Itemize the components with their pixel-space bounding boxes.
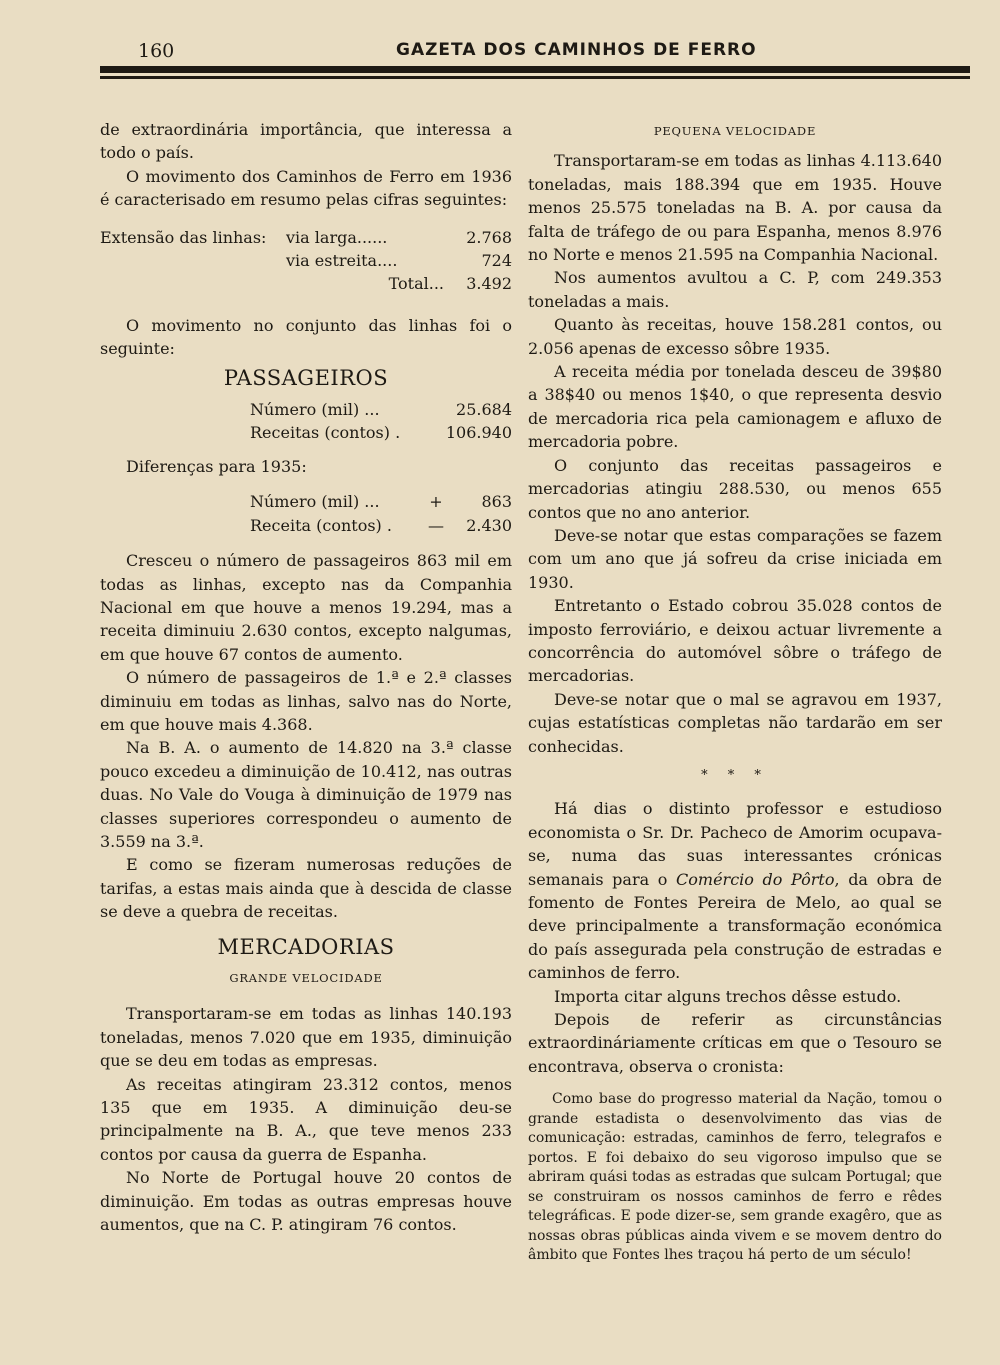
total-label: Total...	[388, 274, 444, 294]
passenger-receipts-value: 106.940	[445, 423, 512, 443]
passengers-table	[250, 398, 512, 445]
passenger-number-label: Número (mil) ...	[250, 400, 380, 420]
section-heading-goods: MERCADORIAS	[217, 934, 395, 959]
diff-number-sign: +	[429, 492, 443, 512]
right-column	[528, 118, 942, 1266]
paragraph: Depois de referir as circunstâncias extraordináriamente críticas em que o Tesouro se encontrava, observa o cronista:	[528, 1010, 942, 1076]
wide-gauge-value: 2.768	[466, 227, 512, 247]
text-run: Há dias o distinto professor e estudioso economista o Sr. Dr. Pacheco de Amorim ocupava-se, numa das suas interessantes crónicas semanais para o	[528, 799, 942, 889]
paragraph: Deve-se notar que o mal se agravou em 1937, cujas estatísticas completas não tardarão em ser conhecidas.	[528, 689, 942, 756]
passenger-number-value: 25.684	[456, 400, 512, 420]
header-rule-thick	[100, 66, 970, 73]
subheading-fast-speed: GRANDE VELOCIDADE	[229, 971, 383, 985]
paragraph: O movimento no conjunto das linhas foi o seguinte:	[100, 315, 512, 359]
paragraph: Transportaram-se em todas as linhas 140.193 toneladas, menos 7.020 que em 1935, diminuição que se deu em todas as empresas.	[100, 1004, 512, 1071]
paragraph: Entretanto o Estado cobrou 35.028 contos de imposto ferroviário, e deixou actuar livremente a concorrência do automóvel sôbre o tráfego de mercadorias.	[528, 596, 942, 686]
paragraph: As receitas atingiram 23.312 contos, menos 135 que em 1935. A diminuição deu-se principalmente na B. A., que teve menos 233 contos por causa da guerra de Espanha.	[100, 1074, 512, 1164]
quote-text: Como base do progresso material da Nação, tomou o grande estadista o desenvolvimento das vias de comunicação: estradas, caminhos de ferro, telegrafos e portos. E foi debaixo do seu vigoroso impulso que se abriram quási todas as estradas que sulcam Portugal; que se construiram os nossos caminhos de ferro e rêdes telegráficas. E pode dizer-se, sem grande exagêro, que as nossas obras públicas ainda vivem e se movem dentro do âmbito que Fontes lhes traçou há perto de um século!	[528, 1091, 942, 1264]
paragraph: A receita média por tonelada desceu de 39$80 a 38$40 ou menos 1$40, o que representa desvio de mercadoria rica pela camionagem e afluxo de mercadoria pobre.	[528, 362, 942, 452]
differences-table	[250, 490, 512, 537]
passenger-receipts-label: Receitas (contos) .	[250, 423, 401, 443]
page-number: 160	[138, 40, 175, 62]
narrow-gauge-label: via estreita....	[286, 251, 398, 271]
paragraph: O número de passageiros de 1.ª e 2.ª classes diminuiu em todas as linhas, salvo nas do Norte, em que houve mais 4.368.	[100, 668, 512, 734]
line-extension-table	[100, 226, 512, 296]
section-heading-passengers: PASSAGEIROS	[223, 365, 389, 390]
running-title: GAZETA DOS CAMINHOS DE FERRO	[396, 40, 757, 60]
paragraph: Transportaram-se em todas as linhas 4.113.640 toneladas, mais 188.394 que em 1935. Houve menos 25.575 toneladas na B. A. por causa da falta de tráfego de ou para Espanha, menos 8.976 no Norte e menos 21.595 na Companhia Nacional.	[528, 151, 942, 265]
paragraph: E como se fizeram numerosas reduções de tarifas, a estas mais ainda que à descida de classe se deve a quebra de receitas.	[100, 855, 512, 922]
section-separator: * * *	[701, 767, 769, 783]
differences-label: Diferenças para 1935:	[126, 456, 307, 476]
diff-number-value: 863	[481, 492, 512, 512]
header-rule-thin	[100, 76, 970, 79]
diff-number-label: Número (mil) ...	[250, 492, 380, 512]
paragraph: Nos aumentos avultou a C. P, com 249.353 toneladas a mais.	[528, 268, 942, 311]
narrow-gauge-value: 724	[481, 251, 512, 271]
paragraph: O conjunto das receitas passageiros e mercadorias atingiu 288.530, ou menos 655 contos que no ano anterior.	[528, 455, 942, 522]
wide-gauge-label: via larga......	[286, 227, 388, 247]
paragraph: Quanto às receitas, houve 158.281 contos, ou 2.056 apenas de excesso sôbre 1935.	[528, 315, 942, 358]
left-column	[100, 118, 512, 1236]
block-quote	[528, 1090, 942, 1266]
paragraph: Importa citar alguns trechos dêsse estudo.	[554, 986, 902, 1006]
newspaper-title: Comércio do Pôrto	[676, 869, 835, 889]
paragraph: O movimento dos Caminhos de Ferro em 1936 é caracterisado em resumo pelas cifras seguintes:	[100, 166, 512, 210]
paragraph: Na B. A. o aumento de 14.820 na 3.ª classe pouco excedeu a diminuição de 10.412, nas outras duas. No Vale do Vouga à diminuição de 1979 nas classes superiores correspondeu o aumento de 3.559 na 3.ª.	[100, 738, 512, 851]
diff-receipt-sign: —	[428, 515, 444, 535]
paragraph: Cresceu o número de passageiros 863 mil em todas as linhas, excepto nas da Companhia Nacional em que houve a menos 19.294, mas a receita diminuiu 2.630 contos, excepto nalgumas, em que houve 67 contos de aumento.	[100, 551, 512, 664]
total-value: 3.492	[466, 274, 512, 294]
paragraph-commerce-article	[528, 797, 942, 984]
diff-receipt-label: Receita (contos) .	[250, 515, 392, 535]
paragraph: Deve-se notar que estas comparações se fazem com um ano que já sofreu da crise iniciada em 1930.	[528, 525, 942, 592]
diff-receipt-value: 2.430	[466, 515, 512, 535]
subheading-slow-speed: PEQUENA VELOCIDADE	[653, 124, 817, 138]
paragraph: de extraordinária importância, que interessa a todo o país.	[100, 120, 512, 163]
paragraph: No Norte de Portugal houve 20 contos de diminuição. Em todas as outras empresas houve aumentos, que na C. P. atingiram 76 contos.	[100, 1168, 512, 1235]
text-run: , da obra de fomento de Fontes Pereira de Melo, ao qual se deve principalmente a transformação económica do país assegurada pela construção de estradas e caminhos de ferro.	[528, 869, 942, 983]
extension-label: Extensão das linhas:	[100, 227, 267, 247]
